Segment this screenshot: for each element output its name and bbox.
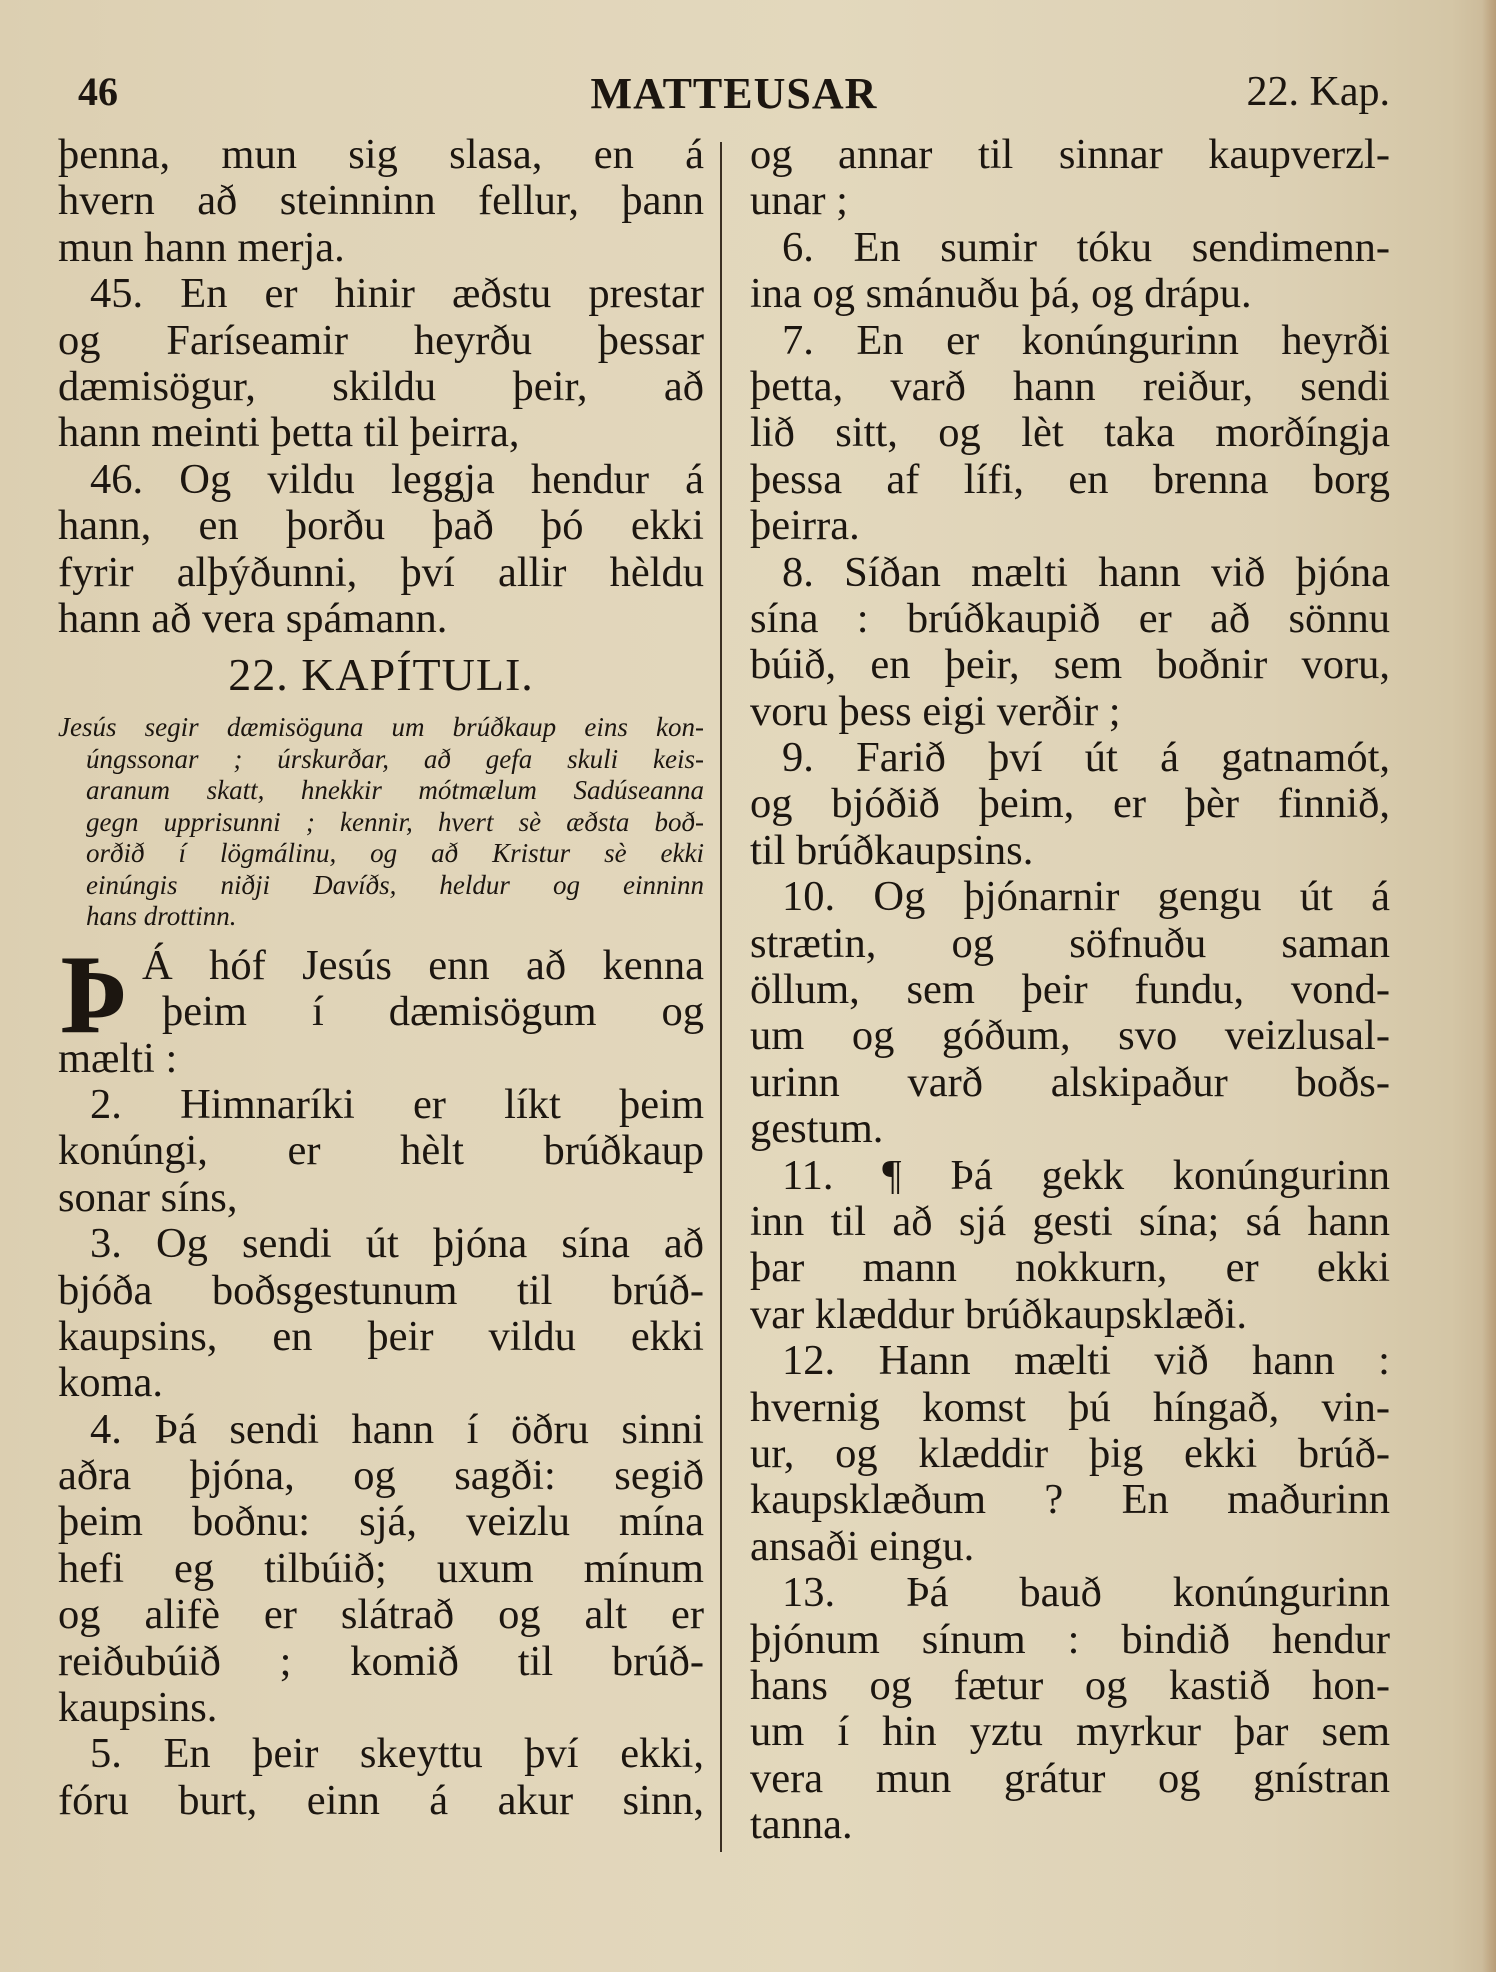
text-line: hans og fætur og kastið hon- xyxy=(750,1661,1390,1709)
text-line: 2. Himnaríki er líkt þeim xyxy=(90,1080,704,1128)
text-line: þetta, varð hann reiður, sendi xyxy=(750,362,1390,410)
text-line: kaupsins, en þeir vildu ekki xyxy=(58,1312,704,1360)
summary-line: úngssonar ; úrskurðar, að gefa skuli keis- xyxy=(86,743,704,774)
text-line: bjóða boðsgestunum til brúð- xyxy=(58,1266,704,1314)
text-line: 5. En þeir skeyttu því ekki, xyxy=(90,1730,704,1778)
summary-line: Jesús segir dæmisöguna um brúðkaup eins kon- xyxy=(58,712,704,743)
text-line: reiðubúið ; komið til brúð- xyxy=(58,1637,704,1685)
text-line: voru þess eigi verðir ; xyxy=(750,687,1121,735)
text-line: ansaði eingu. xyxy=(750,1522,975,1570)
text-line: dæmisögur, skildu þeir, að xyxy=(58,362,704,410)
text-line: 8. Síðan mælti hann við þjóna xyxy=(782,548,1390,596)
left-text-after-dropcap xyxy=(58,1036,704,1825)
text-line: lið sitt, og lèt taka morðíngja xyxy=(750,409,1390,457)
text-line: 3. Og sendi út þjóna sína að xyxy=(90,1220,704,1268)
text-line: hann meinti þetta til þeirra, xyxy=(58,409,520,457)
text-line: inn til að sjá gesti sína; sá hann xyxy=(750,1197,1390,1245)
text-line: ina og smánuðu þá, og drápu. xyxy=(750,270,1252,318)
text-line: tanna. xyxy=(750,1801,853,1849)
text-line: um og góðum, svo veizlusal- xyxy=(750,1012,1390,1060)
text-line: urinn varð alskipaður boðs- xyxy=(750,1058,1390,1106)
text-line: þessa af lífi, en brenna borg xyxy=(750,455,1390,503)
right-column xyxy=(750,132,1390,1848)
chapter-opening xyxy=(58,932,704,1057)
text-line: koma. xyxy=(58,1359,164,1407)
text-line: 7. En er konúngurinn heyrði xyxy=(782,316,1390,364)
chapter-summary xyxy=(58,712,704,933)
text-line: kaupsklæðum ? En maðurinn xyxy=(750,1476,1390,1524)
running-head xyxy=(78,68,1390,118)
book-title: MATTEUSAR xyxy=(590,69,878,118)
text-line: 46. Og vildu leggja hendur á xyxy=(90,455,704,503)
text-line: öllum, sem þeir fundu, vond- xyxy=(750,966,1390,1014)
text-line: hvernig komst þú híngað, vin- xyxy=(750,1383,1390,1431)
text-line: til brúðkaupsins. xyxy=(750,826,1034,874)
page-edge-shadow xyxy=(1482,0,1496,1972)
summary-line: aranum skatt, hnekkir mótmælum Sadúseanna xyxy=(86,775,704,806)
text-line: 13. Þá bauð konúngurinn xyxy=(782,1569,1390,1617)
summary-line: orðið í lögmálinu, og að Kristur sè ekki xyxy=(86,838,704,869)
text-line: 10. Og þjónarnir gengu út á xyxy=(782,873,1390,921)
text-line: og bjóðið þeim, er þèr finnið, xyxy=(750,780,1390,828)
text-line: gestum. xyxy=(750,1105,884,1153)
left-text-before-heading xyxy=(58,132,704,642)
text-line: vera mun grátur og gnístran xyxy=(750,1754,1390,1802)
text-line: 4. Þá sendi hann í öðru sinni xyxy=(90,1405,704,1453)
text-line: búið, en þeir, sem boðnir voru, xyxy=(750,641,1390,689)
text-line: þar mann nokkurn, er ekki xyxy=(750,1244,1390,1292)
text-line: fyrir alþýðunni, því allir hèldu xyxy=(58,548,704,596)
text-line: Á hóf Jesús enn að kenna xyxy=(142,941,704,989)
right-text xyxy=(750,132,1390,1848)
text-line: ur, og klæddir þig ekki brúð- xyxy=(750,1429,1390,1477)
text-line: kaupsins. xyxy=(58,1684,218,1732)
text-line: 12. Hann mælti við hann : xyxy=(782,1337,1390,1385)
text-line: unar ; xyxy=(750,177,848,225)
text-line: um í hin yztu myrkur þar sem xyxy=(750,1708,1390,1756)
text-line: 9. Farið því út á gatnamót, xyxy=(782,734,1390,782)
text-line: þeim boðnu: sjá, veizlu mína xyxy=(58,1498,704,1546)
text-line: þeim í dæmisögum og xyxy=(162,988,704,1036)
chapter-reference: 22. Kap. xyxy=(1246,69,1390,115)
text-line: mælti : xyxy=(58,1034,178,1082)
summary-line: hans drottinn. xyxy=(86,901,237,932)
text-line: hefi eg tilbúið; uxum mínum xyxy=(58,1544,704,1592)
text-line: 11. ¶ Þá gekk konúngurinn xyxy=(782,1151,1390,1199)
text-line: og Faríseamir heyrðu þessar xyxy=(58,316,704,364)
chapter-heading: 22. KAPÍTULI. xyxy=(228,649,534,701)
text-line: var klæddur brúðkaupsklæði. xyxy=(750,1290,1247,1338)
text-line: aðra þjóna, og sagði: segið xyxy=(58,1452,704,1500)
text-line: og alifè er slátrað og alt er xyxy=(58,1591,704,1639)
drop-cap: Þ xyxy=(60,932,129,1057)
column-divider xyxy=(720,142,722,1852)
text-line: og annar til sinnar kaupverzl- xyxy=(750,131,1390,178)
summary-line: gegn upprisunni ; kennir, hvert sè æðsta boð- xyxy=(86,806,704,837)
text-line: konúngi, er hèlt brúðkaup xyxy=(58,1127,704,1175)
text-line: sonar síns, xyxy=(58,1173,238,1221)
text-line: hann, en þorðu það þó ekki xyxy=(58,502,704,550)
text-line: sína : brúðkaupið er að sönnu xyxy=(750,594,1390,642)
text-line: fóru burt, einn á akur sinn, xyxy=(58,1776,704,1824)
left-column xyxy=(58,132,704,1824)
text-line: þjónum sínum : bindið hendur xyxy=(750,1615,1390,1663)
text-line: 45. En er hinir æðstu prestar xyxy=(90,270,704,318)
summary-line: einúngis niðji Davíðs, heldur og einninn xyxy=(86,869,704,900)
text-line: strætin, og söfnuðu saman xyxy=(750,919,1390,967)
text-line: mun hann merja. xyxy=(58,223,345,271)
text-line: þeirra. xyxy=(750,502,860,550)
text-line: þenna, mun sig slasa, en á xyxy=(58,131,704,178)
text-line: hann að vera spámann. xyxy=(58,594,448,642)
text-line: hvern að steinninn fellur, þann xyxy=(58,177,704,225)
page-number: 46 xyxy=(78,69,118,114)
text-line: 6. En sumir tóku sendimenn- xyxy=(782,223,1390,271)
